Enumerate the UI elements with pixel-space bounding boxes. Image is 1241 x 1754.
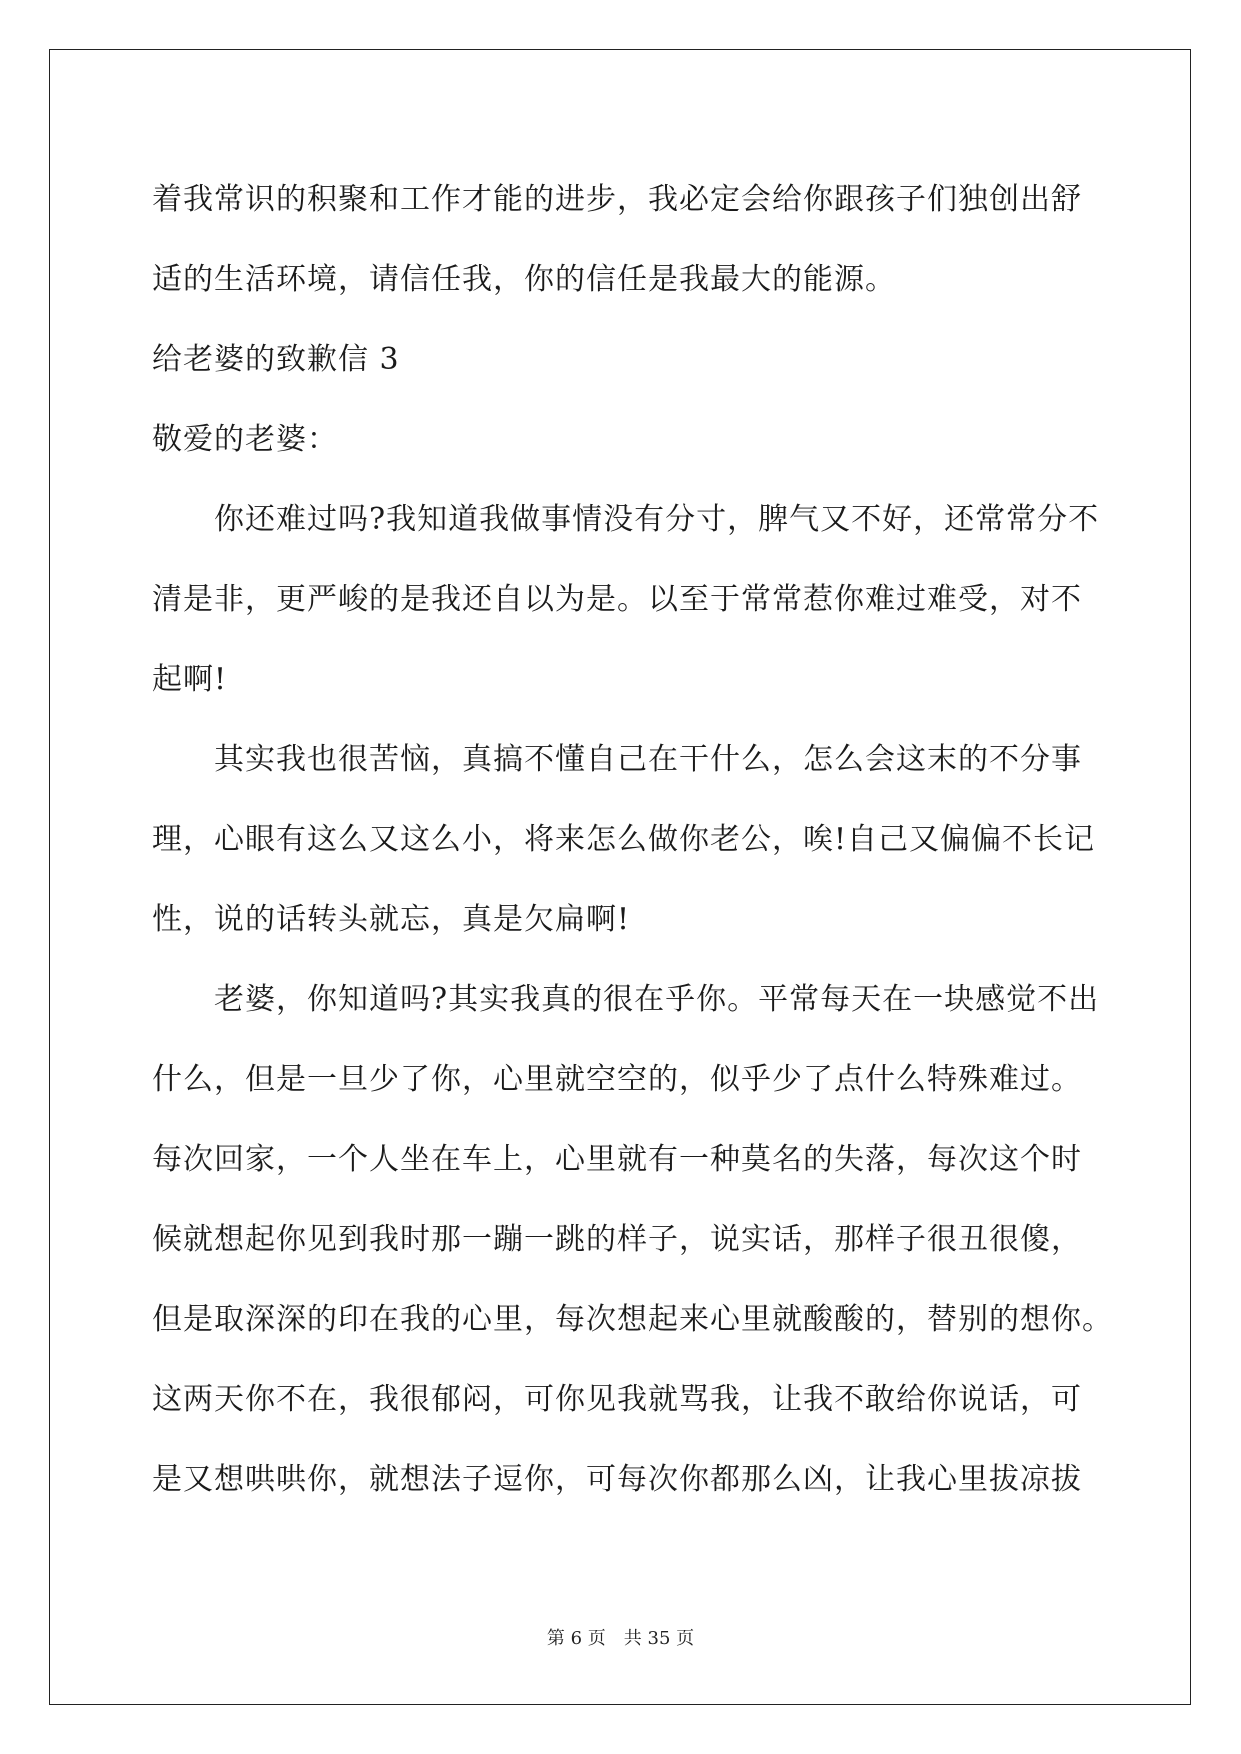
letter-title: 给老婆的致歉信 3 xyxy=(152,342,400,377)
text-line: 每次回家，一个人坐在车上，心里就有一种莫名的失落，每次这个时 xyxy=(152,1142,1082,1177)
text-line: 起啊! xyxy=(152,662,228,697)
text-line: 着我常识的积聚和工作才能的进步，我必定会给你跟孩子们独创出舒 xyxy=(152,182,1082,217)
text-line: 候就想起你见到我时那一蹦一跳的样子，说实话，那样子很丑很傻， xyxy=(152,1222,1082,1257)
paragraph-start-line: 老婆，你知道吗?其实我真的很在乎你。平常每天在一块感觉不出 xyxy=(214,982,1100,1017)
page-number-footer: 第 6 页 共 35 页 xyxy=(546,1628,695,1649)
text-line: 理，心眼有这么又这么小，将来怎么做你老公，唉!自己又偏偏不长记 xyxy=(152,822,1096,857)
text-line: 这两天你不在，我很郁闷，可你见我就骂我，让我不敢给你说话，可 xyxy=(152,1382,1082,1417)
text-line: 是又想哄哄你，就想法子逗你，可每次你都那么凶，让我心里拔凉拔 xyxy=(152,1462,1082,1497)
text-line: 清是非，更严峻的是我还自以为是。以至于常常惹你难过难受，对不 xyxy=(152,582,1082,617)
paragraph-start-line: 你还难过吗?我知道我做事情没有分寸，脾气又不好，还常常分不 xyxy=(214,502,1100,537)
text-line: 什么，但是一旦少了你，心里就空空的，似乎少了点什么特殊难过。 xyxy=(152,1062,1082,1097)
text-line: 性，说的话转头就忘，真是欠扁啊! xyxy=(152,902,631,937)
text-line: 适的生活环境，请信任我，你的信任是我最大的能源。 xyxy=(152,262,896,297)
text-line: 但是取深深的印在我的心里，每次想起来心里就酸酸的，替别的想你。 xyxy=(152,1302,1113,1337)
salutation: 敬爱的老婆： xyxy=(152,422,338,457)
paragraph-start-line: 其实我也很苦恼，真搞不懂自己在干什么，怎么会这末的不分事 xyxy=(214,742,1082,777)
document-body xyxy=(152,160,1113,1520)
